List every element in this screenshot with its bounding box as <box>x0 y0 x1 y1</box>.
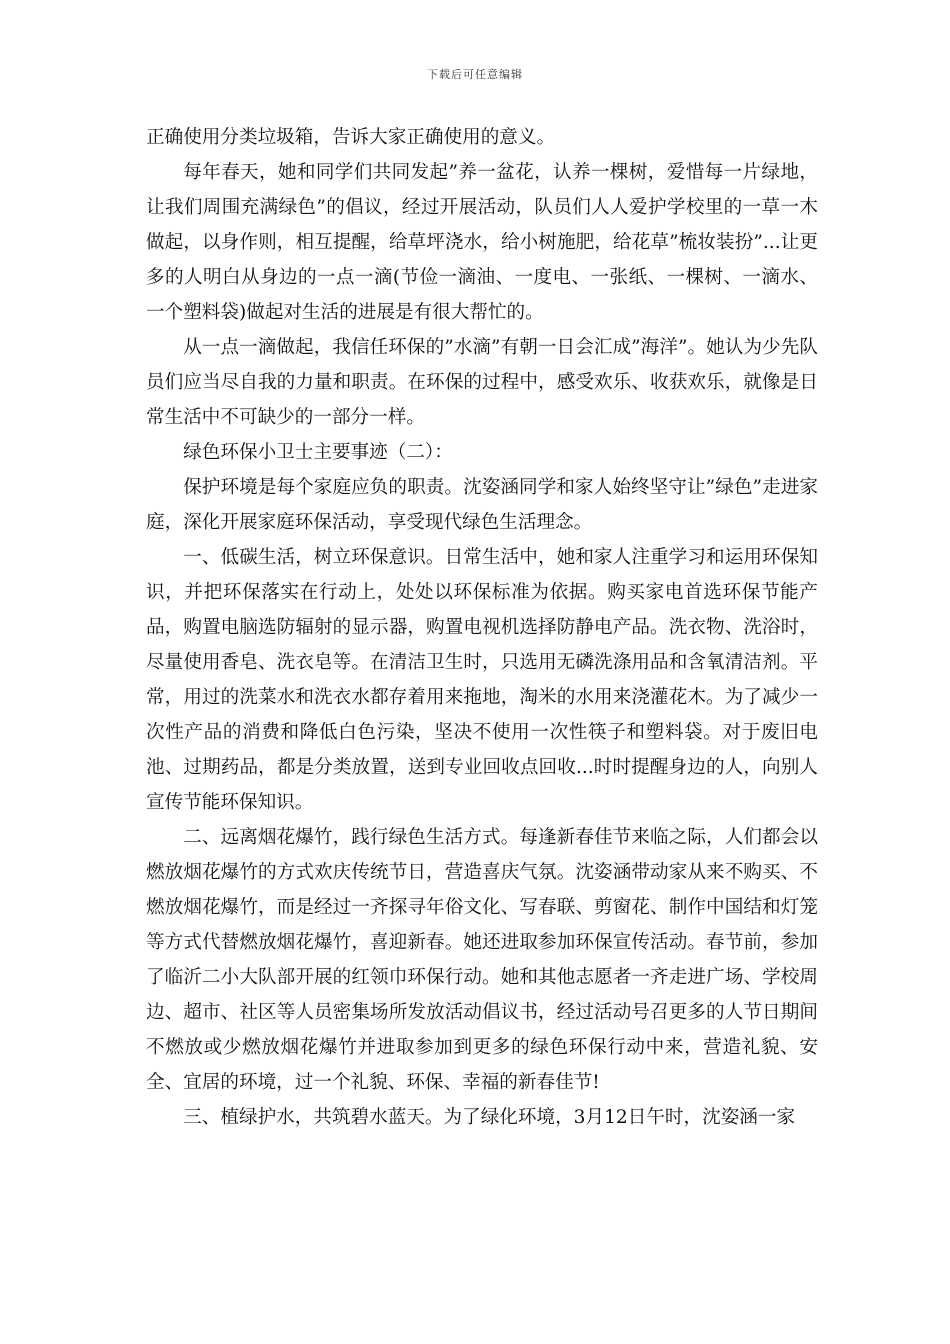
paragraph: 每年春天，她和同学们共同发起”养一盆花，认养一棵树，爱惜每一片绿地，让我们周围充满绿色”的倡议，经过开展活动，队员们人人爱护学校里的一草一木做起，以身作则，相互提醒，给草坪浇水，给小树施肥，给花草”梳妆装扮”...让更多的人明白从身边的一点一滴(节俭一滴油、一度电、一张纸、一棵树、一滴水、一个塑料袋)做起对生活的进展是有很大帮忙的。 <box>146 162 818 323</box>
paragraph: 三、植绿护水，共筑碧水蓝天。为了绿化环境，3月12日午时，沈姿涵一家 <box>183 1107 796 1128</box>
paragraph: 二、远离烟花爆竹，践行绿色生活方式。每逢新春佳节来临之际，人们都会以燃放烟花爆竹的方式欢庆传统节日，营造喜庆气氛。沈姿涵带动家从来不购买、不燃放烟花爆竹，而是经过一齐探寻年俗文化、写春联、剪窗花、制作中国结和灯笼等方式代替燃放烟花爆竹，喜迎新春。她还进取参加环保宣传活动。春节前，参加了临沂二小大队部开展的红领巾环保行动。她和其他志愿者一齐走进广场、学校周边、超市、社区等人员密集场所发放活动倡议书，经过活动号召更多的人节日期间不燃放或少燃放烟花爆竹并进取参加到更多的绿色环保行动中来，营造礼貌、安全、宜居的环境，过一个礼貌、环保、幸福的新春佳节! <box>146 827 818 1093</box>
section-heading: 绿色环保小卫士主要事迹（二）： <box>183 442 453 463</box>
page-header: 下载后可任意编辑 <box>427 68 523 81</box>
paragraph: 保护环境是每个家庭应负的职责。沈姿涵同学和家人始终坚守让”绿色”走进家庭，深化开展家庭环保活动，享受现代绿色生活理念。 <box>146 477 818 533</box>
paragraph: 正确使用分类垃圾箱，告诉大家正确使用的意义。 <box>146 127 556 148</box>
paragraph: 从一点一滴做起，我信任环保的”水滴”有朝一日会汇成”海洋”。她认为少先队员们应当尽自我的力量和职责。在环保的过程中，感受欢乐、收获欢乐，就像是日常生活中不可缺少的一部分一样。 <box>146 337 818 428</box>
paragraph: 一、低碳生活，树立环保意识。日常生活中，她和家人注重学习和运用环保知识，并把环保落实在行动上，处处以环保标准为依据。购买家电首选环保节能产品，购置电脑选防辐射的显示器，购置电视机选择防静电产品。洗衣物、洗浴时，尽量使用香皂、洗衣皂等。在清洁卫生时，只选用无磷洗涤用品和含氧清洁剂。平常，用过的洗菜水和洗衣水都存着用来拖地，淘米的水用来浇灌花木。为了减少一次性产品的消费和降低白色污染，坚决不使用一次性筷子和塑料袋。对于废旧电池、过期药品，都是分类放置，送到专业回收点回收...时时提醒身边的人，向别人宣传节能环保知识。 <box>146 547 818 813</box>
document-body <box>146 120 818 1135</box>
